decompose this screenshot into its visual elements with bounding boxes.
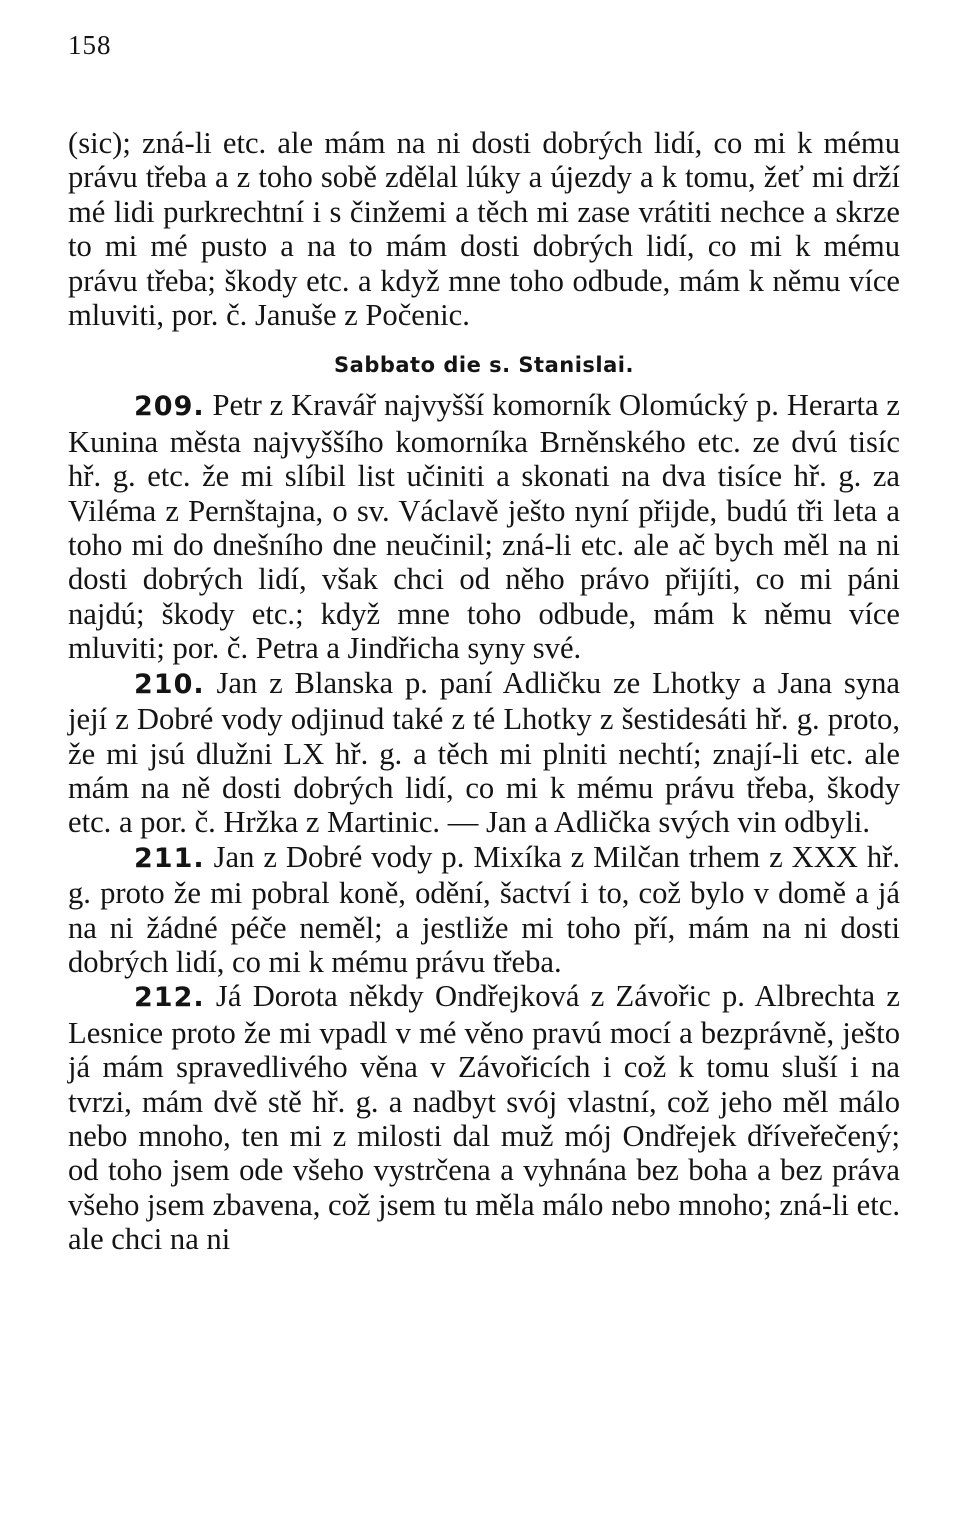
section-heading: Sabbato die s. Stanislai. <box>334 353 634 378</box>
entry-text: Petr z Kravář najvyšší komorník Olomúcký p. Herarta z Kunina města najvyššího komorníka Brněnského etc. ze dvú tisíc hř. g. etc. že mi slíbil list učiniti a skonati na dva tisíce hř. g. za Viléma z Pernštajna, o sv. Václavě ješto nyní přijde, budú tři leta a toho mi do dnešního dne neučinil; zná-li etc. ale ač bych měl na ni dosti dobrých lidí, však chci od něho právo přijíti, co mi páni najdú; škody etc.; když mne toho odbude, mám k němu více mluviti; por. č. Petra a Jindřicha syny své. <box>68 388 900 666</box>
entry-number: 212. <box>134 982 205 1014</box>
entry-text: Já Dorota někdy Ondřejková z Závořic p. Albrechta z Lesnice proto že mi vpadl v mé věno pravú mocí a bezprávně, ješto já mám spravedlivého věna v Závořicích i což k tomu sluší i na tvrzi, mám dvě stě hř. g. a nadbyt svój vlastní, což jeho měl málo nebo mnoho, ten mi z milosti dal muž mój Ondřejek dříveřečený; od toho jsem ode všeho vystrčena a vyhnána bez boha a bez práva všeho jsem zbavena, což jsem tu měla málo nebo mnoho; zná-li etc. ale chci na ni <box>68 979 900 1257</box>
entry-209 <box>68 388 900 665</box>
entry-text: Jan z Blanska p. paní Adličku ze Lhotky a Jana syna její z Dobré vody odjinud také z té Lhotky z šestidesáti hř. g. proto, že mi jsú dlužni LX hř. g. a těch mi plniti nechtí; znají-li etc. ale mám na ně dosti dobrých lidí, co mi k mému právu třeba, škody etc. a por. č. Hržka z Martinic. — Jan a Adlička svých vin odbyli. <box>68 665 900 840</box>
entry-212 <box>68 979 900 1256</box>
entry-number: 209. <box>134 391 205 423</box>
entry-number: 210. <box>134 668 205 700</box>
document-page <box>68 28 900 1257</box>
entry-211 <box>68 840 900 980</box>
entry-text: Jan z Dobré vody p. Mixíka z Milčan trhem z XXX hř. g. proto že mi pobral koně, odění, šactví i to, což bylo v domě a já na ni žádné péče neměl; a jestliže mi toho pří, mám na ni dosti dobrých lidí, co mi k mému právu třeba. <box>68 839 901 979</box>
entry-number: 211. <box>134 842 205 874</box>
intro-paragraph: (sic); zná-li etc. ale mám na ni dosti dobrých lidí, co mi k mému právu třeba a z toho sobě zdělal lúky a újezdy a k tomu, žeť mi drží mé lidi purkrechtní i s činžemi a těch mi zase vrátiti nechce a skrze to mi mé pusto a na to mám dosti dobrých lidí, co mi k mému právu třeba; škody etc. a když mne toho odbude, mám k němu více mluviti, por. č. Januše z Počenic. <box>68 126 900 333</box>
body-text <box>68 126 900 1257</box>
entry-210 <box>68 666 900 840</box>
page-number: 158 <box>68 30 112 60</box>
